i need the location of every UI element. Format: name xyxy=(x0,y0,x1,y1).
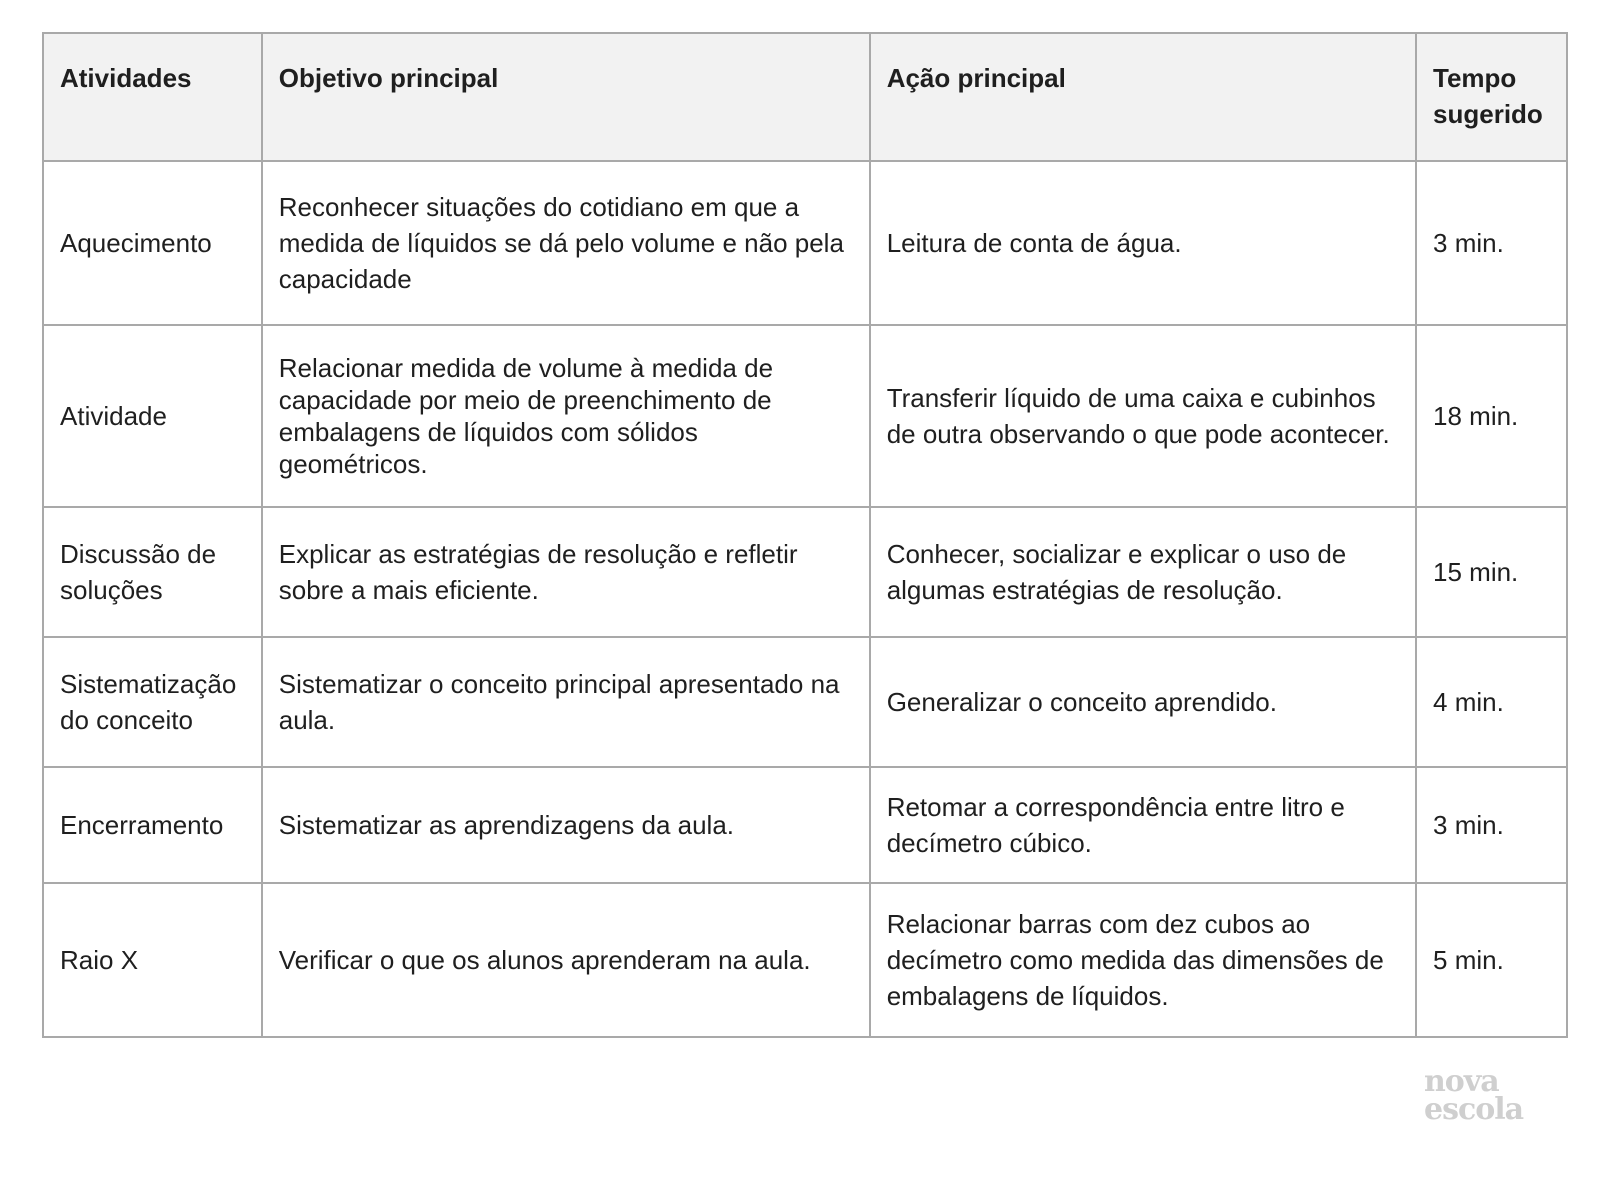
cell-acao: Relacionar barras com dez cubos ao decímetro como medida das dimensões de embalagens de líquidos. xyxy=(870,883,1416,1037)
cell-atividade: Encerramento xyxy=(43,767,262,883)
cell-acao: Leitura de conta de água. xyxy=(870,161,1416,325)
cell-tempo: 4 min. xyxy=(1416,637,1567,767)
table-row xyxy=(43,507,1567,637)
table-row xyxy=(43,325,1567,507)
lesson-plan-table xyxy=(42,32,1568,1038)
cell-objetivo: Explicar as estratégias de resolução e refletir sobre a mais eficiente. xyxy=(262,507,870,637)
table-row xyxy=(43,767,1567,883)
cell-atividade: Discussão de soluções xyxy=(43,507,262,637)
logo-line-escola: escola xyxy=(1424,1092,1524,1127)
header-row xyxy=(43,33,1567,161)
cell-acao: Transferir líquido de uma caixa e cubinhos de outra observando o que pode acontecer. xyxy=(870,325,1416,507)
cell-atividade: Raio X xyxy=(43,883,262,1037)
nova-escola-logo xyxy=(1424,1064,1554,1127)
table-row xyxy=(43,161,1567,325)
table-row xyxy=(43,883,1567,1037)
header-tempo-sugerido: Tempo sugerido xyxy=(1416,33,1567,161)
logo-line-nova: nova xyxy=(1424,1064,1499,1099)
cell-tempo: 5 min. xyxy=(1416,883,1567,1037)
header-atividades: Atividades xyxy=(43,33,262,161)
table-row xyxy=(43,637,1567,767)
header-acao-principal: Ação principal xyxy=(870,33,1416,161)
cell-atividade: Atividade xyxy=(43,325,262,507)
cell-acao: Generalizar o conceito aprendido. xyxy=(870,637,1416,767)
cell-tempo: 15 min. xyxy=(1416,507,1567,637)
cell-objetivo: Sistematizar o conceito principal apresentado na aula. xyxy=(262,637,870,767)
cell-atividade: Aquecimento xyxy=(43,161,262,325)
cell-objetivo: Sistematizar as aprendizagens da aula. xyxy=(262,767,870,883)
cell-atividade: Sistematização do conceito xyxy=(43,637,262,767)
cell-objetivo: Reconhecer situações do cotidiano em que a medida de líquidos se dá pelo volume e não pela capacidade xyxy=(262,161,870,325)
cell-acao: Conhecer, socializar e explicar o uso de algumas estratégias de resolução. xyxy=(870,507,1416,637)
cell-tempo: 18 min. xyxy=(1416,325,1567,507)
cell-objetivo: Verificar o que os alunos aprenderam na aula. xyxy=(262,883,870,1037)
cell-tempo: 3 min. xyxy=(1416,767,1567,883)
cell-objetivo: Relacionar medida de volume à medida de capacidade por meio de preenchimento de embalagens de líquidos com sólidos geométricos. xyxy=(262,325,870,507)
cell-acao: Retomar a correspondência entre litro e decímetro cúbico. xyxy=(870,767,1416,883)
cell-tempo: 3 min. xyxy=(1416,161,1567,325)
header-objetivo-principal: Objetivo principal xyxy=(262,33,870,161)
